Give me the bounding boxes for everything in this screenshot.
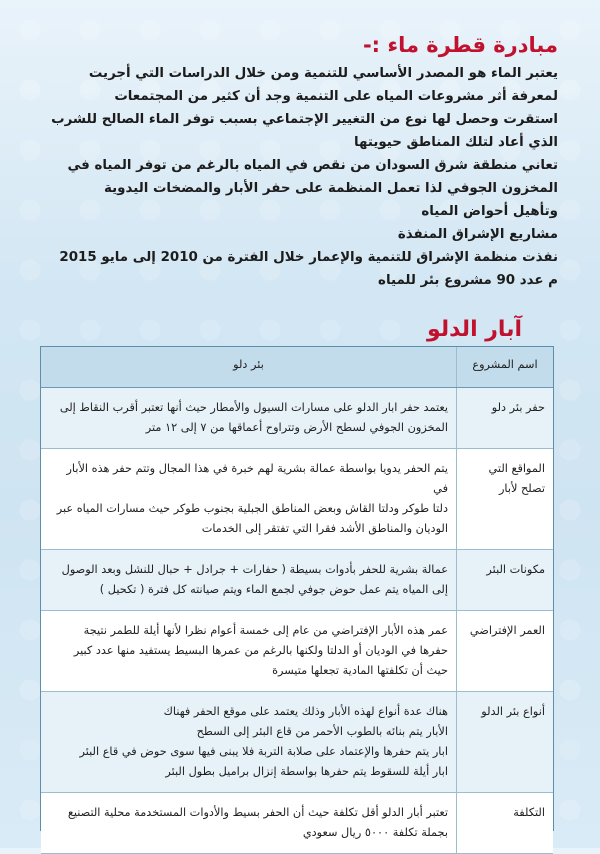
wells-table [40, 346, 554, 839]
table-row [41, 692, 553, 793]
row-description [41, 449, 457, 550]
row-line: ابار أيلة للسقوط يتم حفرها بواسطة إنزال براميل بطول البئر [165, 765, 448, 778]
intro-line: استقرت وحصل لها نوع من التغيير الإجتماعي بسبب توفر الماء الصالح للشرب [51, 112, 558, 127]
intro-line: مشاريع الإشراق المنفذة [397, 227, 558, 242]
intro-line: م عدد 90 مشروع بئر للمياه [378, 273, 558, 288]
table-row [41, 793, 553, 854]
row-line: حفرها في الوديان أو الدلتا ولكنها بالرغم من عمرها البسيط يستفيد منها عدد كبير [73, 644, 448, 657]
header-project-name: اسم المشروع [457, 347, 554, 388]
row-line: حيث أن تكلفتها المادية تجعلها متيسرة [272, 664, 448, 677]
intro-line: يعتبر الماء هو المصدر الأساسي للتنمية ومن خلال الدراسات التي أجريت [88, 66, 558, 81]
row-description [41, 550, 457, 611]
row-line: عمر هذه الأبار الإفتراضي من عام إلى خمسة أعوام نظرا لأنها أيلة للطمر نتيجة [83, 624, 448, 637]
row-label: مكونات البئر [457, 550, 554, 611]
row-label: المواقع التي تصلح لأبار [457, 449, 554, 550]
intro-line: الذي أعاد لتلك المناطق حيويتها [354, 135, 558, 150]
table-row [41, 388, 553, 449]
row-line: ابار يتم حفرها والإعتماد على صلابة التربة فلا يبنى فيها سوى حوض في قاع البئر [79, 745, 448, 758]
intro-line: وتأهيل أحواض المياه [421, 204, 558, 219]
row-description [41, 388, 457, 449]
row-description [41, 611, 457, 692]
table-row [41, 449, 553, 550]
row-description [41, 793, 457, 854]
table-header-row [41, 347, 553, 388]
row-line: تعتبر أبار الدلو أقل تكلفة حيث أن الحفر بسيط والأدوات المستخدمة محلية التصنيع [67, 806, 448, 819]
section-title: آبار الدلو [427, 317, 522, 342]
row-description [41, 692, 457, 793]
intro-line: المخزون الجوفي لذا تعمل المنظمة على حفر الأبار والمضخات اليدوية [104, 181, 558, 196]
row-line: دلتا طوكر ودلتا القاش وبعض المناطق الجبلية بجنوب طوكر حيث مسارات المياه عبر [56, 502, 448, 515]
row-label: حفر بئر دلو [457, 388, 554, 449]
table-row [41, 611, 553, 692]
row-line: عمالة بشرية للحفر بأدوات بسيطة ( حفارات + جرادل + حبال للنشل وبعد الوصول [61, 563, 448, 576]
intro-line: لمعرفة أثر مشروعات المياه على التنمية وجد أن كثير من المجتمعات [114, 89, 558, 104]
row-line: يتم الحفر يدويا بواسطة عمالة بشرية لهم خبرة في هذا المجال وتتم حفر هذه الأبار في [66, 462, 448, 495]
row-label: التكلفة [457, 793, 554, 854]
row-label: العمر الإفتراضي [457, 611, 554, 692]
table-row [41, 550, 553, 611]
row-label: أنواع بئر الدلو [457, 692, 554, 793]
row-line: يعتمد حفر ابار الدلو على مسارات السيول والأمطار حيث أنها تعتبر أقرب النقاط إلى [59, 401, 448, 414]
intro-line: نفذت منظمة الإشراق للتنمية والإعمار خلال الفترة من 2010 إلى مايو 2015 [59, 250, 558, 265]
header-description: بئر دلو [41, 347, 457, 388]
row-line: إلى المياه يتم عمل حوض جوفي لجمع الماء ويتم صيانته كل فترة ( تكحيل ) [99, 583, 448, 596]
intro-title: مبادرة قطرة ماء :- [362, 33, 558, 57]
row-line: بجملة تكلفة ٥٠٠٠ ريال سعودي [302, 826, 448, 839]
row-line: الوديان والمناطق الأشد فقرا التي تفتقر إلى الخدمات [201, 522, 448, 535]
intro-section [40, 28, 558, 292]
row-line: المخزون الجوفي لسطح الأرض وتتراوح أعماقها من ٧ إلى ١٢ متر [145, 421, 448, 434]
intro-line: تعاني منطقة شرق السودان من نقص في المياه بالرغم من توفر المياه في [67, 158, 558, 173]
row-line: هناك عدة أنواع لهذه الأبار وذلك يعتمد على موقع الحفر فهناك [163, 705, 448, 718]
row-line: الأبار يتم بنائه بالطوب الأحمر من قاع البئر إلى السطح [196, 725, 448, 738]
